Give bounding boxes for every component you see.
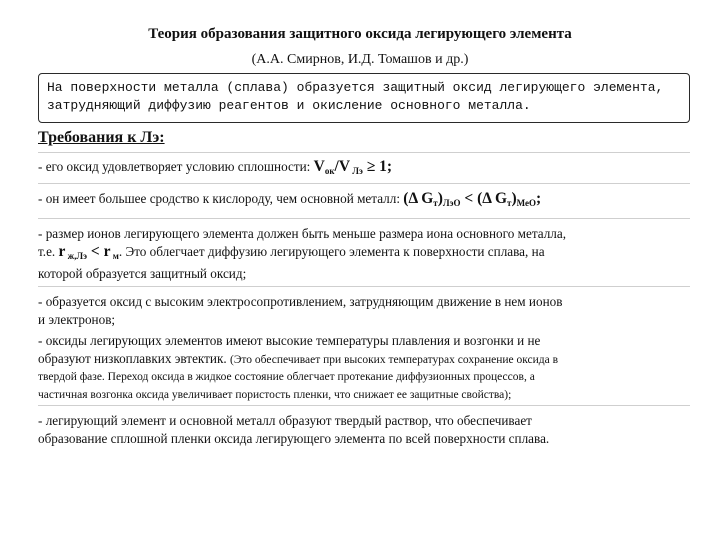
item-line: и электронов;	[38, 311, 116, 327]
formula-v: V	[313, 158, 325, 175]
requirement-item-melting	[38, 332, 690, 404]
requirement-item-ion-size	[38, 225, 690, 283]
formula-lt: <	[460, 190, 478, 207]
item-text: - его оксид удовлетворяет условию сплошности:	[38, 159, 314, 174]
formula-lt: <	[87, 242, 104, 260]
item-line: - образуется оксид с высоким электросопротивлением, затрудняющим движение в нем ионов	[38, 294, 563, 309]
formula-sub: ЛэО	[442, 198, 461, 208]
intro-box	[38, 73, 690, 123]
item-note: (Это обеспечивает при высоких температурах сохранение оксида в	[229, 353, 559, 366]
separator	[38, 183, 690, 184]
item-line: - размер ионов легирующего элемента должен быть меньше размера иона основного металла,	[38, 226, 567, 241]
requirements-heading: Требования к Лэ:	[38, 129, 165, 146]
separator	[38, 286, 690, 287]
formula-part: (Δ G	[477, 190, 508, 207]
formula-slash: /V	[334, 158, 351, 175]
separator	[38, 218, 690, 219]
requirement-item-resistance	[38, 293, 690, 328]
intro-line-2: затрудняющий диффузию реагентов и окисление основного металла.	[47, 98, 531, 113]
requirement-item-solid-solution	[38, 412, 690, 447]
slide-authors: (А.А. Смирнов, И.Д. Томашов и др.)	[251, 52, 469, 67]
requirement-item-continuity	[38, 158, 690, 181]
item-line: образование сплошной пленки оксида легирующего элемента по всей поверхности сплава.	[38, 430, 550, 446]
item-line: - легирующий элемент и основной металл образуют твердый раствор, что обеспечивает	[38, 413, 532, 428]
formula-sub: т	[507, 198, 512, 208]
item-note-line: частичная возгонка оксида увеличивает пористость пленки, что снижает ее защитные свойства);	[38, 388, 512, 401]
formula-sub: т	[433, 198, 438, 208]
separator	[38, 152, 690, 153]
slide-title: Теория образования защитного оксида легирующего элемента	[148, 26, 572, 42]
item-line: - оксиды легирующих элементов имеют высокие температуры плавления и возгонки и не	[38, 333, 541, 348]
formula-sub: ок	[324, 166, 335, 176]
intro-line-1: На поверхности металла (сплава) образуется защитный оксид легирующего элемента,	[47, 80, 664, 95]
item-line: т.е. r $_{ж,Лэ}$ < r $_м$. Это облегчает диффузию легирующего элемента к поверхности сплава, на	[38, 242, 545, 261]
formula-sub: ж,Лэ	[65, 250, 88, 261]
separator	[38, 405, 690, 406]
requirement-item-affinity	[38, 190, 690, 213]
formula-sub: м	[110, 250, 119, 261]
formula-sub: Лэ	[350, 166, 363, 176]
item-note-line: твердой фазе. Переход оксида в жидкое состояние облегчает протекание диффузионных процессов, а	[38, 371, 535, 383]
formula-part: (Δ G	[403, 190, 434, 207]
formula-r: r	[103, 242, 111, 260]
formula-sub: МеО	[516, 198, 536, 208]
formula-part: )	[437, 190, 443, 207]
formula-end: ;	[536, 190, 542, 207]
formula-r: r	[58, 242, 66, 260]
formula-part: )	[511, 190, 517, 207]
formula-relation: ≥ 1;	[362, 158, 393, 175]
item-line: образуют низкоплавких эвтектик. (Это обеспечивает при высоких температурах сохранение оксида в	[38, 350, 559, 366]
item-line: которой образуется защитный оксид;	[38, 266, 247, 281]
item-text: - он имеет большее сродство к кислороду, чем основной металл:	[38, 191, 404, 206]
